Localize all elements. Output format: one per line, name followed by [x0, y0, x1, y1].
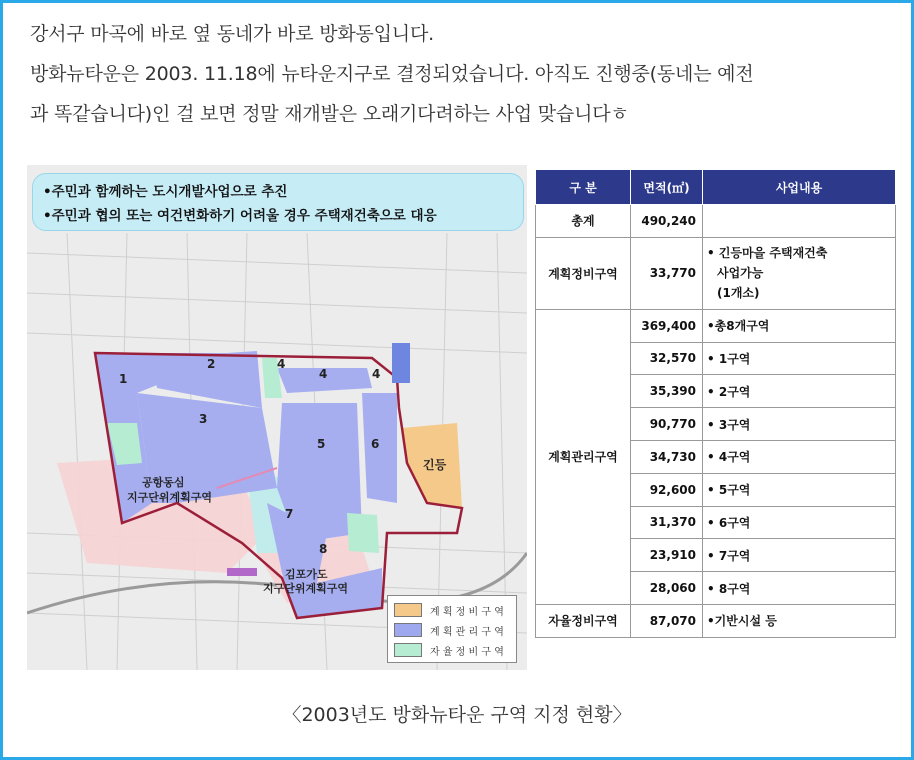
zone-6-area [362, 393, 397, 503]
header-content: 사업내용 [703, 170, 896, 205]
zone-label: 7 [285, 507, 294, 521]
row-category: 총계 [536, 205, 631, 238]
legend-label: 계 획 관 리 구 역 [430, 626, 504, 638]
legend-swatch [394, 603, 422, 617]
row-content: • 2구역 [703, 375, 896, 408]
table-row [536, 309, 896, 342]
row-area: 23,910 [631, 539, 703, 572]
row-area: 28,060 [631, 572, 703, 605]
table-row [536, 604, 896, 637]
row-area: 490,240 [631, 205, 703, 238]
zone-label: 4 [372, 367, 381, 381]
row-area: 92,600 [631, 473, 703, 506]
legend-label: 계 획 정 비 구 역 [430, 606, 504, 618]
content-line: 사업가능 [717, 266, 764, 281]
gimpo-road-label: 김포가도 [285, 568, 328, 581]
callout-line: •주민과 협의 또는 여건변화하기 어려울 경우 주택재건축으로 대응 [43, 208, 437, 224]
content-line: (1개소) [717, 286, 760, 301]
row-area: 35,390 [631, 375, 703, 408]
legend-swatch [394, 623, 422, 637]
table-row [536, 237, 896, 309]
policy-callout [32, 173, 524, 231]
row-content: • 8구역 [703, 572, 896, 605]
row-area: 87,070 [631, 604, 703, 637]
row-content: • 4구역 [703, 440, 896, 473]
zone-label: 6 [371, 437, 380, 451]
content-line: • 긴등마을 주택재건축 [707, 246, 828, 261]
row-content: • 5구역 [703, 473, 896, 506]
row-content: • 3구역 [703, 408, 896, 441]
row-area: 90,770 [631, 408, 703, 441]
legend-item [394, 600, 510, 620]
gindeung-label: 긴등 [423, 458, 447, 472]
zone-label: 4 [277, 357, 286, 371]
row-area: 33,770 [631, 237, 703, 309]
zone-label: 3 [199, 412, 208, 426]
row-content [703, 237, 896, 309]
newtown-figure [27, 165, 897, 675]
row-category: 계획관리구역 [536, 309, 631, 604]
zone-label: 5 [317, 437, 326, 451]
zone-label: 2 [207, 357, 216, 371]
row-content: •기반시설 등 [703, 604, 896, 637]
subway-station-marker [392, 343, 410, 383]
autonomous-zone-area [347, 513, 379, 553]
legend-item [394, 620, 510, 640]
zone-label: 1 [119, 372, 128, 386]
header-area: 면적(㎡) [631, 170, 703, 205]
row-content: • 1구역 [703, 342, 896, 375]
row-content: • 6구역 [703, 506, 896, 539]
zone-label: 8 [319, 542, 328, 556]
row-area: 369,400 [631, 309, 703, 342]
intro-line: 강서구 마곡에 바로 옆 동네가 바로 방화동입니다. [30, 23, 434, 45]
legend-item [394, 640, 510, 660]
gonghang-label: 지구단위계획구역 [127, 491, 213, 504]
intro-line: 방화뉴타운은 2003. 11.18에 뉴타운지구로 결정되었습니다. 아직도 진행중(동네는 예전 [30, 63, 754, 85]
row-content: • 7구역 [703, 539, 896, 572]
row-category: 계획정비구역 [536, 237, 631, 309]
zone-label: 4 [319, 367, 328, 381]
gimpo-road-label: 지구단위계획구역 [263, 582, 349, 595]
legend-label: 자 율 정 비 구 역 [430, 646, 504, 658]
map-legend [387, 595, 517, 663]
gonghang-label: 공항동심 [142, 476, 185, 489]
gimpo-road-marker [227, 568, 257, 576]
table-row [536, 205, 896, 238]
row-area: 34,730 [631, 440, 703, 473]
zone-map [27, 165, 527, 670]
figure-caption: 〈2003년도 방화뉴타운 구역 지정 현황〉 [282, 704, 632, 726]
intro-line: 과 똑같습니다)인 걸 보면 정말 재개발은 오래기다려하는 사업 맞습니다ㅎ [30, 103, 629, 125]
row-category: 자율정비구역 [536, 604, 631, 637]
row-area: 32,570 [631, 342, 703, 375]
zone-table [535, 169, 896, 638]
row-area: 31,370 [631, 506, 703, 539]
row-content: •총8개구역 [703, 309, 896, 342]
intro-text [30, 14, 890, 134]
legend-swatch [394, 643, 422, 657]
header-category: 구 분 [536, 170, 631, 205]
callout-line: •주민과 함께하는 도시개발사업으로 추진 [43, 184, 288, 200]
